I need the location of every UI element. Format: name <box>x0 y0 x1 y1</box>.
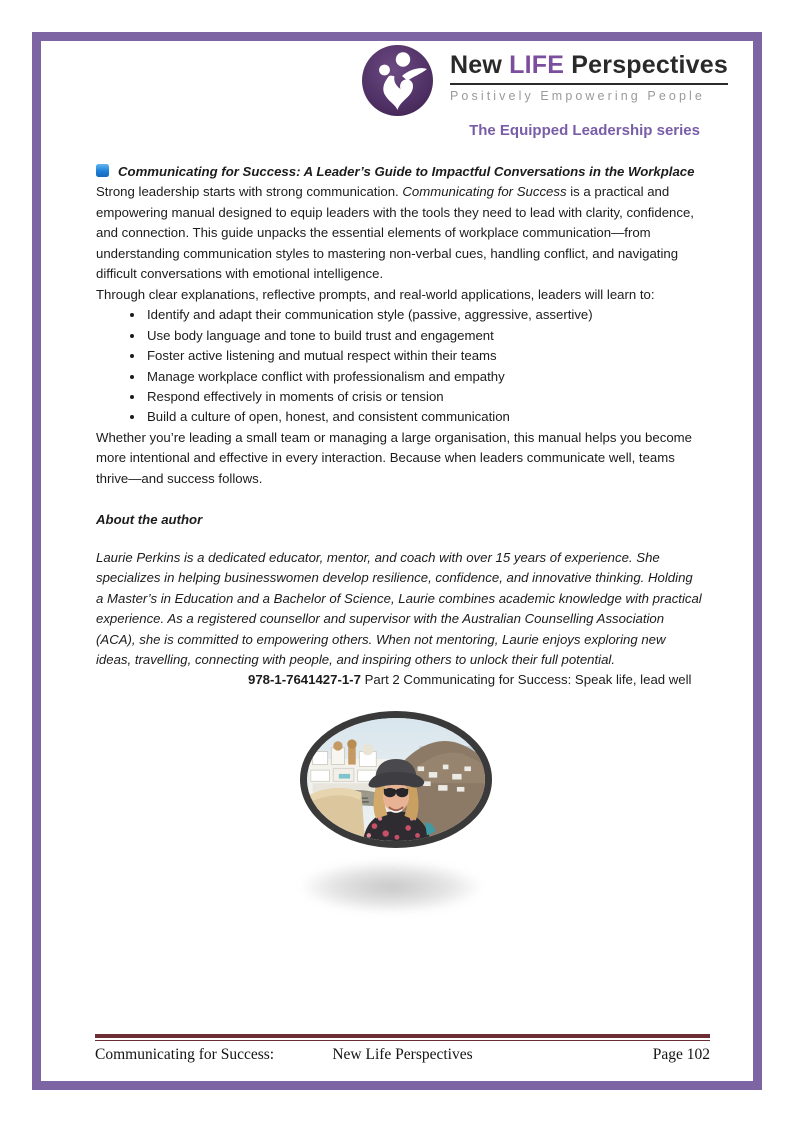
brand-word-life: LIFE <box>509 51 565 79</box>
intro-paragraph <box>96 182 702 284</box>
logo-text <box>450 45 728 103</box>
closing-paragraph: Whether you’re leading a small team or managing a large organisation, this manual helps you become more intentional and effective in every interaction. Because when leaders communicate well, teams thrive—and success follows. <box>96 429 692 486</box>
author-bio: Laurie Perkins is a dedicated educator, mentor, and coach with over 15 years of experience. She specializes in helping businesswomen develop resilience, confidence, and innovative thinking. Holding a Master’s in Education and a Bachelor of Science, Laurie combines academic knowledge with practical experience. As a registered counsellor and supervisor with the Australian Counselling Association (ACA), she is committed to empowering others. When not mentoring, Laurie enjoys exploring new ideas, travelling, connecting with people, and inspiring others to unlock their full potential. <box>96 549 702 667</box>
author-photo-image <box>307 718 485 841</box>
footer-divider <box>95 1034 710 1041</box>
intro-pre: Strong leadership starts with strong communication. <box>96 184 403 200</box>
body-content <box>96 162 702 691</box>
list-item: • Manage workplace conflict with professionalism and empathy <box>145 367 702 387</box>
learning-points-list <box>96 305 702 428</box>
list-item: • Respond effectively in moments of crisis or tension <box>145 387 702 407</box>
intro-post: is a practical and empowering manual designed to equip leaders with the tools they need to lead with clarity, confidence, and connection. This guide unpacks the essential elements of workplace communication—from understanding communication styles to mastering non-verbal cues, handling conflict, and navigating difficult conversations with emotional intelligence. <box>96 184 694 282</box>
list-item: • Build a culture of open, honest, and consistent communication <box>145 407 702 427</box>
author-photo <box>300 711 492 848</box>
series-heading: The Equipped Leadership series <box>469 122 700 139</box>
new-life-perspectives-logo-icon <box>362 45 433 116</box>
footer-page-number: Page 102 <box>652 1046 710 1063</box>
book-title-text: Communicating for Success: A Leader’s Guide to Impactful Conversations in the Workplace <box>118 164 695 179</box>
brand-word-perspectives: Perspectives <box>571 51 728 79</box>
list-item: • Use body language and tone to build trust and engagement <box>145 326 702 346</box>
blurred-shadow <box>300 861 482 913</box>
brand-tagline: Positively Empowering People <box>450 88 705 103</box>
page-footer <box>95 1034 710 1064</box>
blue-square-icon <box>96 164 109 177</box>
book-title <box>96 162 702 182</box>
intro-book-name: Communicating for Success <box>402 184 567 200</box>
about-author-heading: About the author <box>96 512 203 528</box>
logo <box>362 45 728 116</box>
footer-center: New Life Perspectives <box>332 1046 473 1063</box>
brand-word-new: New <box>450 51 503 79</box>
list-item: • Identify and adapt their communication style (passive, aggressive, assertive) <box>145 305 702 325</box>
isbn-line <box>248 670 702 690</box>
isbn-number: 978-1-7641427-1-7 <box>248 672 361 688</box>
brand-name <box>450 52 728 80</box>
learn-to-paragraph: Through clear explanations, reflective prompts, and real-world applications, leaders will learn to: <box>96 286 655 302</box>
list-item: • Foster active listening and mutual respect within their teams <box>145 346 702 366</box>
isbn-caption: Part 2 Communicating for Success: Speak life, lead well <box>360 672 692 688</box>
footer-left: Communicating for Success: <box>95 1046 275 1063</box>
